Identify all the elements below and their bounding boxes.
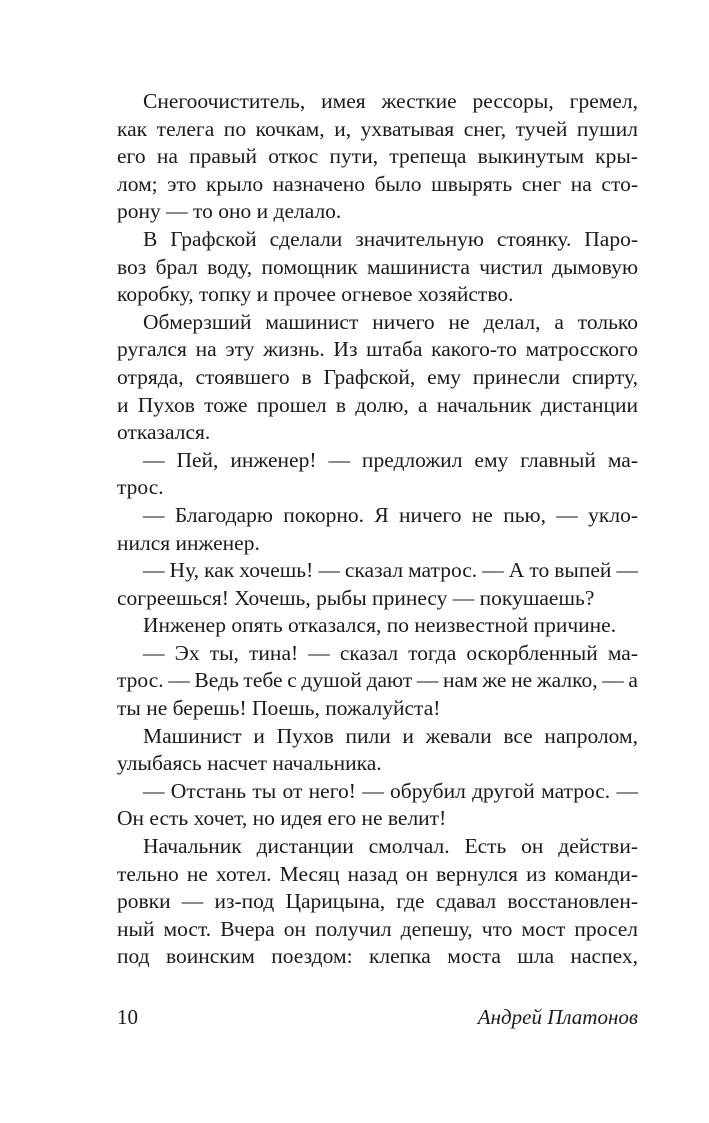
text-line: Обмерзший машинист ничего не делал, а только [143,309,638,334]
paragraph [117,612,638,640]
text-line: Инженер опять отказался, по неизвестной причине. [143,613,617,638]
text-line: лом; это крыло назначено было швырять снег на сто- [117,171,638,196]
text-line: — Пей, инженер! — предложил ему главный ма- [143,447,639,472]
paragraph [117,640,638,723]
text-line: улыбаясь насчет начальника. [117,751,382,776]
text-line: Снегоочиститель, имея жесткие рессоры, гремел, [143,89,638,113]
paragraph [117,447,638,502]
text-line: как телега по кочкам, и, ухватывая снег, тучей пушил [117,116,638,141]
paragraph [117,88,638,226]
text-line: В Графской сделали значительную стоянку. Паро- [143,226,639,251]
text-line: нился инженер. [117,530,260,555]
text-line: Начальник дистанции смолчал. Есть он действи- [143,834,638,859]
text-line: Он есть хочет, но идея его не велит! [117,806,447,831]
text-line: трос. [117,475,164,500]
text-line: — Отстань ты от него! — обрубил другой матрос. — [143,778,638,803]
page-body [117,88,638,971]
text-line: его на правый откос пути, трепеща выкинутым кры- [117,144,638,169]
text-line: ный мост. Вчера он получил депешу, что мост просел [117,916,639,941]
text-line: ровки — из-под Царицына, где сдавал восстановлен- [117,889,638,914]
page-number: 10 [117,1005,138,1029]
text-line: Машинист и Пухов пили и жевали все напролом, [143,723,638,748]
paragraph [117,557,638,612]
running-header-author: Андрей Платонов [477,1005,638,1029]
text-line: трос. — Ведь тебе с душой дают — нам же не жалко, — а [117,668,638,693]
text-line: тельно не хотел. Месяц назад он вернулся из команди- [117,861,639,886]
text-line: рону — то оно и делало. [117,199,342,224]
paragraph [117,723,638,778]
text-line: и Пухов тоже прошел в долю, а начальник дистанции [117,392,638,417]
page-footer [117,1005,638,1035]
text-line: коробку, топку и прочее огневое хозяйство. [117,282,514,307]
text-line: отряда, стоявшего в Графской, ему принесли спирту, [117,364,638,389]
text-line: воз брал воду, помощник машиниста чистил дымовую [117,254,639,279]
paragraph [117,502,638,557]
text-line: ты не берешь! Поешь, пожалуйста! [117,696,441,721]
text-line: — Ну, как хочешь! — сказал матрос. — А то выпей — [143,558,638,583]
text-line: отказался. [117,420,211,445]
paragraph [117,226,638,309]
paragraph [117,833,638,971]
text-line: согреешься! Хочешь, рыбы принесу — покушаешь? [117,585,595,610]
text-line: ругался на эту жизнь. Из штаба какого-то матросского [117,337,638,362]
paragraph [117,778,638,833]
paragraph [117,309,638,447]
text-line: — Благодарю покорно. Я ничего не пью, — укло- [143,502,638,527]
text-line: — Эх ты, тина! — сказал тогда оскорбленный ма- [143,640,639,665]
text-line: под воинским поездом: клепка моста шла наспех, [117,944,638,969]
